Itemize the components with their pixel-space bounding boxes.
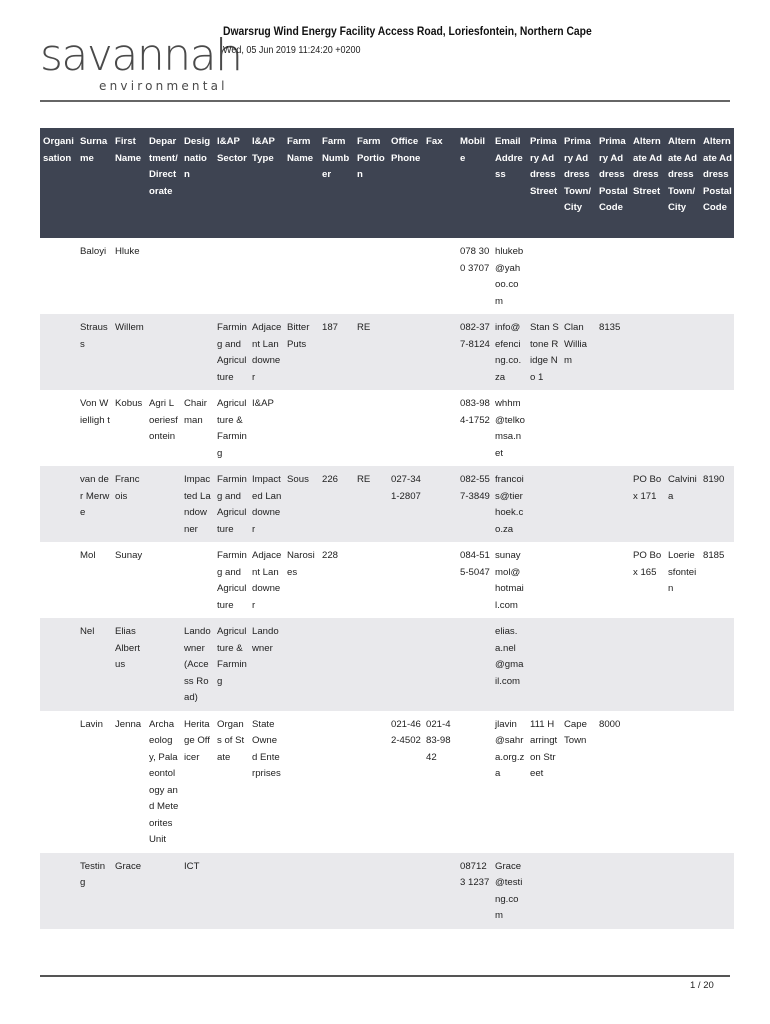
table-cell: Landowner (Access Road) <box>181 618 214 711</box>
table-cell <box>319 618 354 711</box>
table-cell: Clan William <box>561 314 596 390</box>
document-title: Dwarsrug Wind Energy Facility Access Road, Loriesfontein, Northern Cape <box>223 26 592 38</box>
table-cell <box>214 238 249 314</box>
column-header: I&AP Sector <box>214 128 249 238</box>
table-cell <box>40 711 77 853</box>
column-header: Department/Directorate <box>146 128 181 238</box>
header-divider <box>40 100 730 102</box>
table-cell: Hluke <box>112 238 146 314</box>
table-cell: 084-515-5047 <box>457 542 492 618</box>
column-header: Email Address <box>492 128 527 238</box>
table-cell: 082-377-8124 <box>457 314 492 390</box>
table-cell: 187 <box>319 314 354 390</box>
table-cell <box>319 238 354 314</box>
table-cell <box>423 542 457 618</box>
table-cell: Testing <box>77 853 112 929</box>
table-cell <box>457 618 492 711</box>
table-row <box>40 238 734 314</box>
table-cell <box>423 466 457 542</box>
table-cell: Loeriesfontein <box>665 542 700 618</box>
table-cell: ICT <box>181 853 214 929</box>
table-cell: Narosies <box>284 542 319 618</box>
table-cell: 021-462-4502 <box>388 711 423 853</box>
table-cell <box>630 853 665 929</box>
table-cell <box>284 853 319 929</box>
table-cell: Agriculture & Farming <box>214 390 249 466</box>
table-cell <box>40 238 77 314</box>
table-cell <box>249 238 284 314</box>
table-cell: 8185 <box>700 542 734 618</box>
logo-subtext: environmental <box>99 79 228 93</box>
table-cell <box>527 390 561 466</box>
table-cell: Grace <box>112 853 146 929</box>
table-cell: Landowner <box>249 618 284 711</box>
table-cell: 228 <box>319 542 354 618</box>
column-header: Alternate Address Postal Code <box>700 128 734 238</box>
table-cell <box>561 853 596 929</box>
table-cell <box>388 542 423 618</box>
table-cell <box>319 853 354 929</box>
table-cell <box>388 314 423 390</box>
column-header: Primary Address Town/City <box>561 128 596 238</box>
table-cell <box>40 542 77 618</box>
table-row <box>40 853 734 929</box>
table-cell <box>319 711 354 853</box>
table-cell <box>527 542 561 618</box>
table-cell <box>561 618 596 711</box>
table-cell: Cape Town <box>561 711 596 853</box>
table-cell <box>665 853 700 929</box>
table-cell: Jenna <box>112 711 146 853</box>
table-cell <box>40 853 77 929</box>
table-cell <box>700 314 734 390</box>
document-date: Wed, 05 Jun 2019 11:24:20 +0200 <box>223 45 361 56</box>
table-cell: Adjacent Landowner <box>249 314 284 390</box>
table-cell: Nel <box>77 618 112 711</box>
table-cell <box>354 238 388 314</box>
company-logo <box>40 30 242 100</box>
table-row <box>40 314 734 390</box>
table-cell <box>354 618 388 711</box>
column-header: Alternate Address Street <box>630 128 665 238</box>
table-cell <box>596 618 630 711</box>
table-cell: Chairman <box>181 390 214 466</box>
table-cell: 082-557-3849 <box>457 466 492 542</box>
stakeholder-table <box>40 128 734 929</box>
table-cell: hlukeb@yahoo.com <box>492 238 527 314</box>
table-cell <box>354 542 388 618</box>
table-cell: 8000 <box>596 711 630 853</box>
table-cell: 8190 <box>700 466 734 542</box>
table-cell: 226 <box>319 466 354 542</box>
table-cell: 021-483-9842 <box>423 711 457 853</box>
table-cell: Kobus <box>112 390 146 466</box>
table-cell <box>181 238 214 314</box>
table-cell <box>561 542 596 618</box>
table-cell: 027-341-2807 <box>388 466 423 542</box>
table-cell <box>665 711 700 853</box>
table-cell <box>284 238 319 314</box>
table-cell <box>527 853 561 929</box>
column-header: Alternate Address Town/City <box>665 128 700 238</box>
column-header: Office Phone <box>388 128 423 238</box>
table-cell <box>40 390 77 466</box>
table-row <box>40 711 734 853</box>
column-header: Farm Number <box>319 128 354 238</box>
table-cell <box>700 238 734 314</box>
table-cell <box>596 542 630 618</box>
column-header: Organisation <box>40 128 77 238</box>
table-cell: Grace@testing.com <box>492 853 527 929</box>
table-cell <box>284 711 319 853</box>
table-cell <box>630 238 665 314</box>
column-header: Farm Portion <box>354 128 388 238</box>
table-cell: I&AP <box>249 390 284 466</box>
table-cell <box>700 711 734 853</box>
table-cell: info@efencing.co.za <box>492 314 527 390</box>
table-cell: Farming and Agriculture <box>214 542 249 618</box>
table-cell: Sunay <box>112 542 146 618</box>
table-cell <box>630 711 665 853</box>
table-cell <box>388 618 423 711</box>
column-header: Farm Name <box>284 128 319 238</box>
table-cell <box>354 853 388 929</box>
table-cell <box>596 238 630 314</box>
table-cell <box>596 466 630 542</box>
table-cell: Bitter Puts <box>284 314 319 390</box>
table-cell: RE <box>354 466 388 542</box>
table-cell: 111 Harrington Street <box>527 711 561 853</box>
table-cell <box>319 390 354 466</box>
table-cell: PO Box 171 <box>630 466 665 542</box>
table-cell <box>214 853 249 929</box>
table-cell <box>146 853 181 929</box>
table-cell <box>527 238 561 314</box>
table-cell <box>146 238 181 314</box>
column-header: Fax <box>423 128 457 238</box>
table-cell: Strauss <box>77 314 112 390</box>
column-header: Designation <box>181 128 214 238</box>
table-cell: Impacted Landowner <box>249 466 284 542</box>
table-cell <box>146 466 181 542</box>
table-cell: Calvinia <box>665 466 700 542</box>
table-cell <box>146 314 181 390</box>
table-cell: Farming and Agriculture <box>214 466 249 542</box>
table-cell <box>40 466 77 542</box>
table-cell <box>457 711 492 853</box>
table-cell <box>40 618 77 711</box>
column-header: I&AP Type <box>249 128 284 238</box>
table-cell <box>596 853 630 929</box>
table-cell <box>284 390 319 466</box>
table-cell: Francois <box>112 466 146 542</box>
column-header: Surname <box>77 128 112 238</box>
table-row <box>40 390 734 466</box>
table-cell <box>561 238 596 314</box>
table-cell <box>561 466 596 542</box>
table-cell <box>249 853 284 929</box>
table-header-row <box>40 128 734 238</box>
table-cell: Sous <box>284 466 319 542</box>
table-cell <box>630 618 665 711</box>
column-header: Primary Address Street <box>527 128 561 238</box>
table-cell <box>665 618 700 711</box>
table-cell: Willem <box>112 314 146 390</box>
table-cell <box>665 238 700 314</box>
table-cell <box>388 853 423 929</box>
table-cell <box>527 618 561 711</box>
table-cell: elias.a.nel@gmail.com <box>492 618 527 711</box>
table-cell <box>527 466 561 542</box>
table-cell: 8135 <box>596 314 630 390</box>
table-cell <box>423 390 457 466</box>
table-cell <box>700 390 734 466</box>
page-number: 1 / 20 <box>690 980 714 991</box>
table-cell: sunaymol@hotmail.com <box>492 542 527 618</box>
table-cell <box>354 711 388 853</box>
table-cell: 083-984-1752 <box>457 390 492 466</box>
table-cell: whhm@telkomsa.net <box>492 390 527 466</box>
table-cell: Farming and Agriculture <box>214 314 249 390</box>
table-cell: Lavin <box>77 711 112 853</box>
table-cell: Adjacent Landowner <box>249 542 284 618</box>
table-cell <box>146 542 181 618</box>
table-cell: RE <box>354 314 388 390</box>
table-cell <box>665 390 700 466</box>
table-cell <box>700 853 734 929</box>
table-cell: PO Box 165 <box>630 542 665 618</box>
table-cell <box>354 390 388 466</box>
table-cell: Agri Loeriesfontein <box>146 390 181 466</box>
table-cell: Agriculture & Farming <box>214 618 249 711</box>
table-cell <box>284 618 319 711</box>
table-cell: 078 300 3707 <box>457 238 492 314</box>
table-cell: Impacted Landowner <box>181 466 214 542</box>
column-header: First Name <box>112 128 146 238</box>
table-cell: Heritage Officer <box>181 711 214 853</box>
logo-wordmark: savannah <box>40 30 242 81</box>
table-cell: State Owned Enterprises <box>249 711 284 853</box>
table-cell <box>630 390 665 466</box>
table-cell <box>388 238 423 314</box>
footer-divider <box>40 975 730 977</box>
table-cell <box>596 390 630 466</box>
column-header: Primary Address Postal Code <box>596 128 630 238</box>
table-cell: Organs of State <box>214 711 249 853</box>
table-cell: Stan Stone Ridge No 1 <box>527 314 561 390</box>
table-cell: 087123 1237 <box>457 853 492 929</box>
table-row <box>40 542 734 618</box>
table-body <box>40 238 734 929</box>
table-cell: jlavin@sahra.org.za <box>492 711 527 853</box>
table-row <box>40 466 734 542</box>
table-cell <box>181 542 214 618</box>
table-cell <box>181 314 214 390</box>
table-cell: francois@tierhoek.co.za <box>492 466 527 542</box>
table-cell: Von Wielligh t <box>77 390 112 466</box>
table-cell: Mol <box>77 542 112 618</box>
table-cell <box>561 390 596 466</box>
table-cell <box>388 390 423 466</box>
table-cell <box>423 618 457 711</box>
table-cell <box>630 314 665 390</box>
table-cell: Elias Albertus <box>112 618 146 711</box>
table-cell: Archaeology, Palaeontology and Meteorites Unit <box>146 711 181 853</box>
column-header: Mobile <box>457 128 492 238</box>
table-cell <box>700 618 734 711</box>
table-cell <box>146 618 181 711</box>
table-cell <box>423 853 457 929</box>
table-cell <box>40 314 77 390</box>
table-cell <box>665 314 700 390</box>
table-cell <box>423 238 457 314</box>
table-cell: van der Merwe <box>77 466 112 542</box>
table-row <box>40 618 734 711</box>
table-cell: Baloyi <box>77 238 112 314</box>
table-cell <box>423 314 457 390</box>
